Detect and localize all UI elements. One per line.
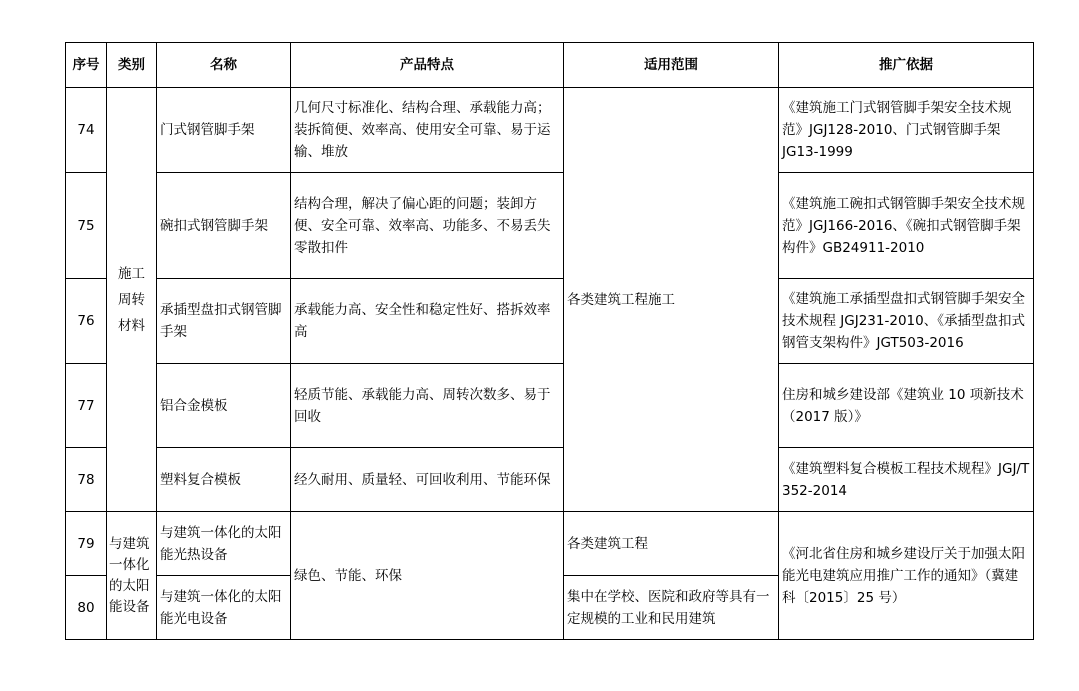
row-scope: 各类建筑工程 — [564, 512, 779, 576]
basis-cell: 《河北省住房和城乡建设厅关于加强太阳能光电建筑应用推广工作的通知》（冀建科〔2015〕25 号） — [779, 512, 1034, 640]
header-no: 序号 — [66, 43, 107, 88]
row-basis: 《建筑施工门式钢管脚手架安全技术规范》JGJ128-2010、门式钢管脚手架JG13-1999 — [779, 88, 1034, 173]
row-basis: 《建筑施工碗扣式钢管脚手架安全技术规范》JGJ166-2016、《碗扣式钢管脚手架构件》GB24911-2010 — [779, 173, 1034, 279]
row-no: 76 — [66, 279, 107, 364]
scope-cell: 各类建筑工程施工 — [564, 88, 779, 512]
header-features: 产品特点 — [291, 43, 564, 88]
row-no: 78 — [66, 448, 107, 512]
row-basis: 《建筑施工承插型盘扣式钢管脚手架安全技术规程 JGJ231-2010、《承插型盘扣式钢管支架构件》JGT503-2016 — [779, 279, 1034, 364]
row-no: 79 — [66, 512, 107, 576]
row-name: 门式钢管脚手架 — [157, 88, 291, 173]
header-row — [66, 43, 1034, 88]
table-row — [66, 364, 1034, 448]
row-name: 塑料复合模板 — [157, 448, 291, 512]
row-features: 结构合理，解决了偏心距的问题；装卸方便、安全可靠、效率高、功能多、不易丢失零散扣件 — [291, 173, 564, 279]
header-category: 类别 — [107, 43, 157, 88]
header-scope: 适用范围 — [564, 43, 779, 88]
features-cell: 绿色、节能、环保 — [291, 512, 564, 640]
row-name: 承插型盘扣式钢管脚手架 — [157, 279, 291, 364]
table-row — [66, 279, 1034, 364]
table-row — [66, 448, 1034, 512]
category-cell: 施工周转材料 — [107, 88, 157, 512]
row-no: 74 — [66, 88, 107, 173]
row-name: 与建筑一体化的太阳能光电设备 — [157, 576, 291, 640]
row-name: 碗扣式钢管脚手架 — [157, 173, 291, 279]
header-basis: 推广依据 — [779, 43, 1034, 88]
row-basis: 住房和城乡建设部《建筑业 10 项新技术（2017 版）》 — [779, 364, 1034, 448]
row-scope: 集中在学校、医院和政府等具有一定规模的工业和民用建筑 — [564, 576, 779, 640]
category-cell: 与建筑一体化的太阳能设备 — [107, 512, 157, 640]
row-features: 承载能力高、安全性和稳定性好、搭拆效率高 — [291, 279, 564, 364]
header-name: 名称 — [157, 43, 291, 88]
row-name: 铝合金模板 — [157, 364, 291, 448]
row-name: 与建筑一体化的太阳能光热设备 — [157, 512, 291, 576]
table-row — [66, 88, 1034, 173]
row-no: 80 — [66, 576, 107, 640]
table-row — [66, 173, 1034, 279]
row-features: 经久耐用、质量轻、可回收利用、节能环保 — [291, 448, 564, 512]
row-no: 75 — [66, 173, 107, 279]
row-features: 几何尺寸标准化、结构合理、承载能力高；装拆简便、效率高、使用安全可靠、易于运输、堆放 — [291, 88, 564, 173]
row-basis: 《建筑塑料复合模板工程技术规程》JGJ/T 352-2014 — [779, 448, 1034, 512]
row-no: 77 — [66, 364, 107, 448]
table-row — [66, 512, 1034, 576]
row-features: 轻质节能、承载能力高、周转次数多、易于回收 — [291, 364, 564, 448]
technology-promotion-table — [65, 42, 1034, 640]
